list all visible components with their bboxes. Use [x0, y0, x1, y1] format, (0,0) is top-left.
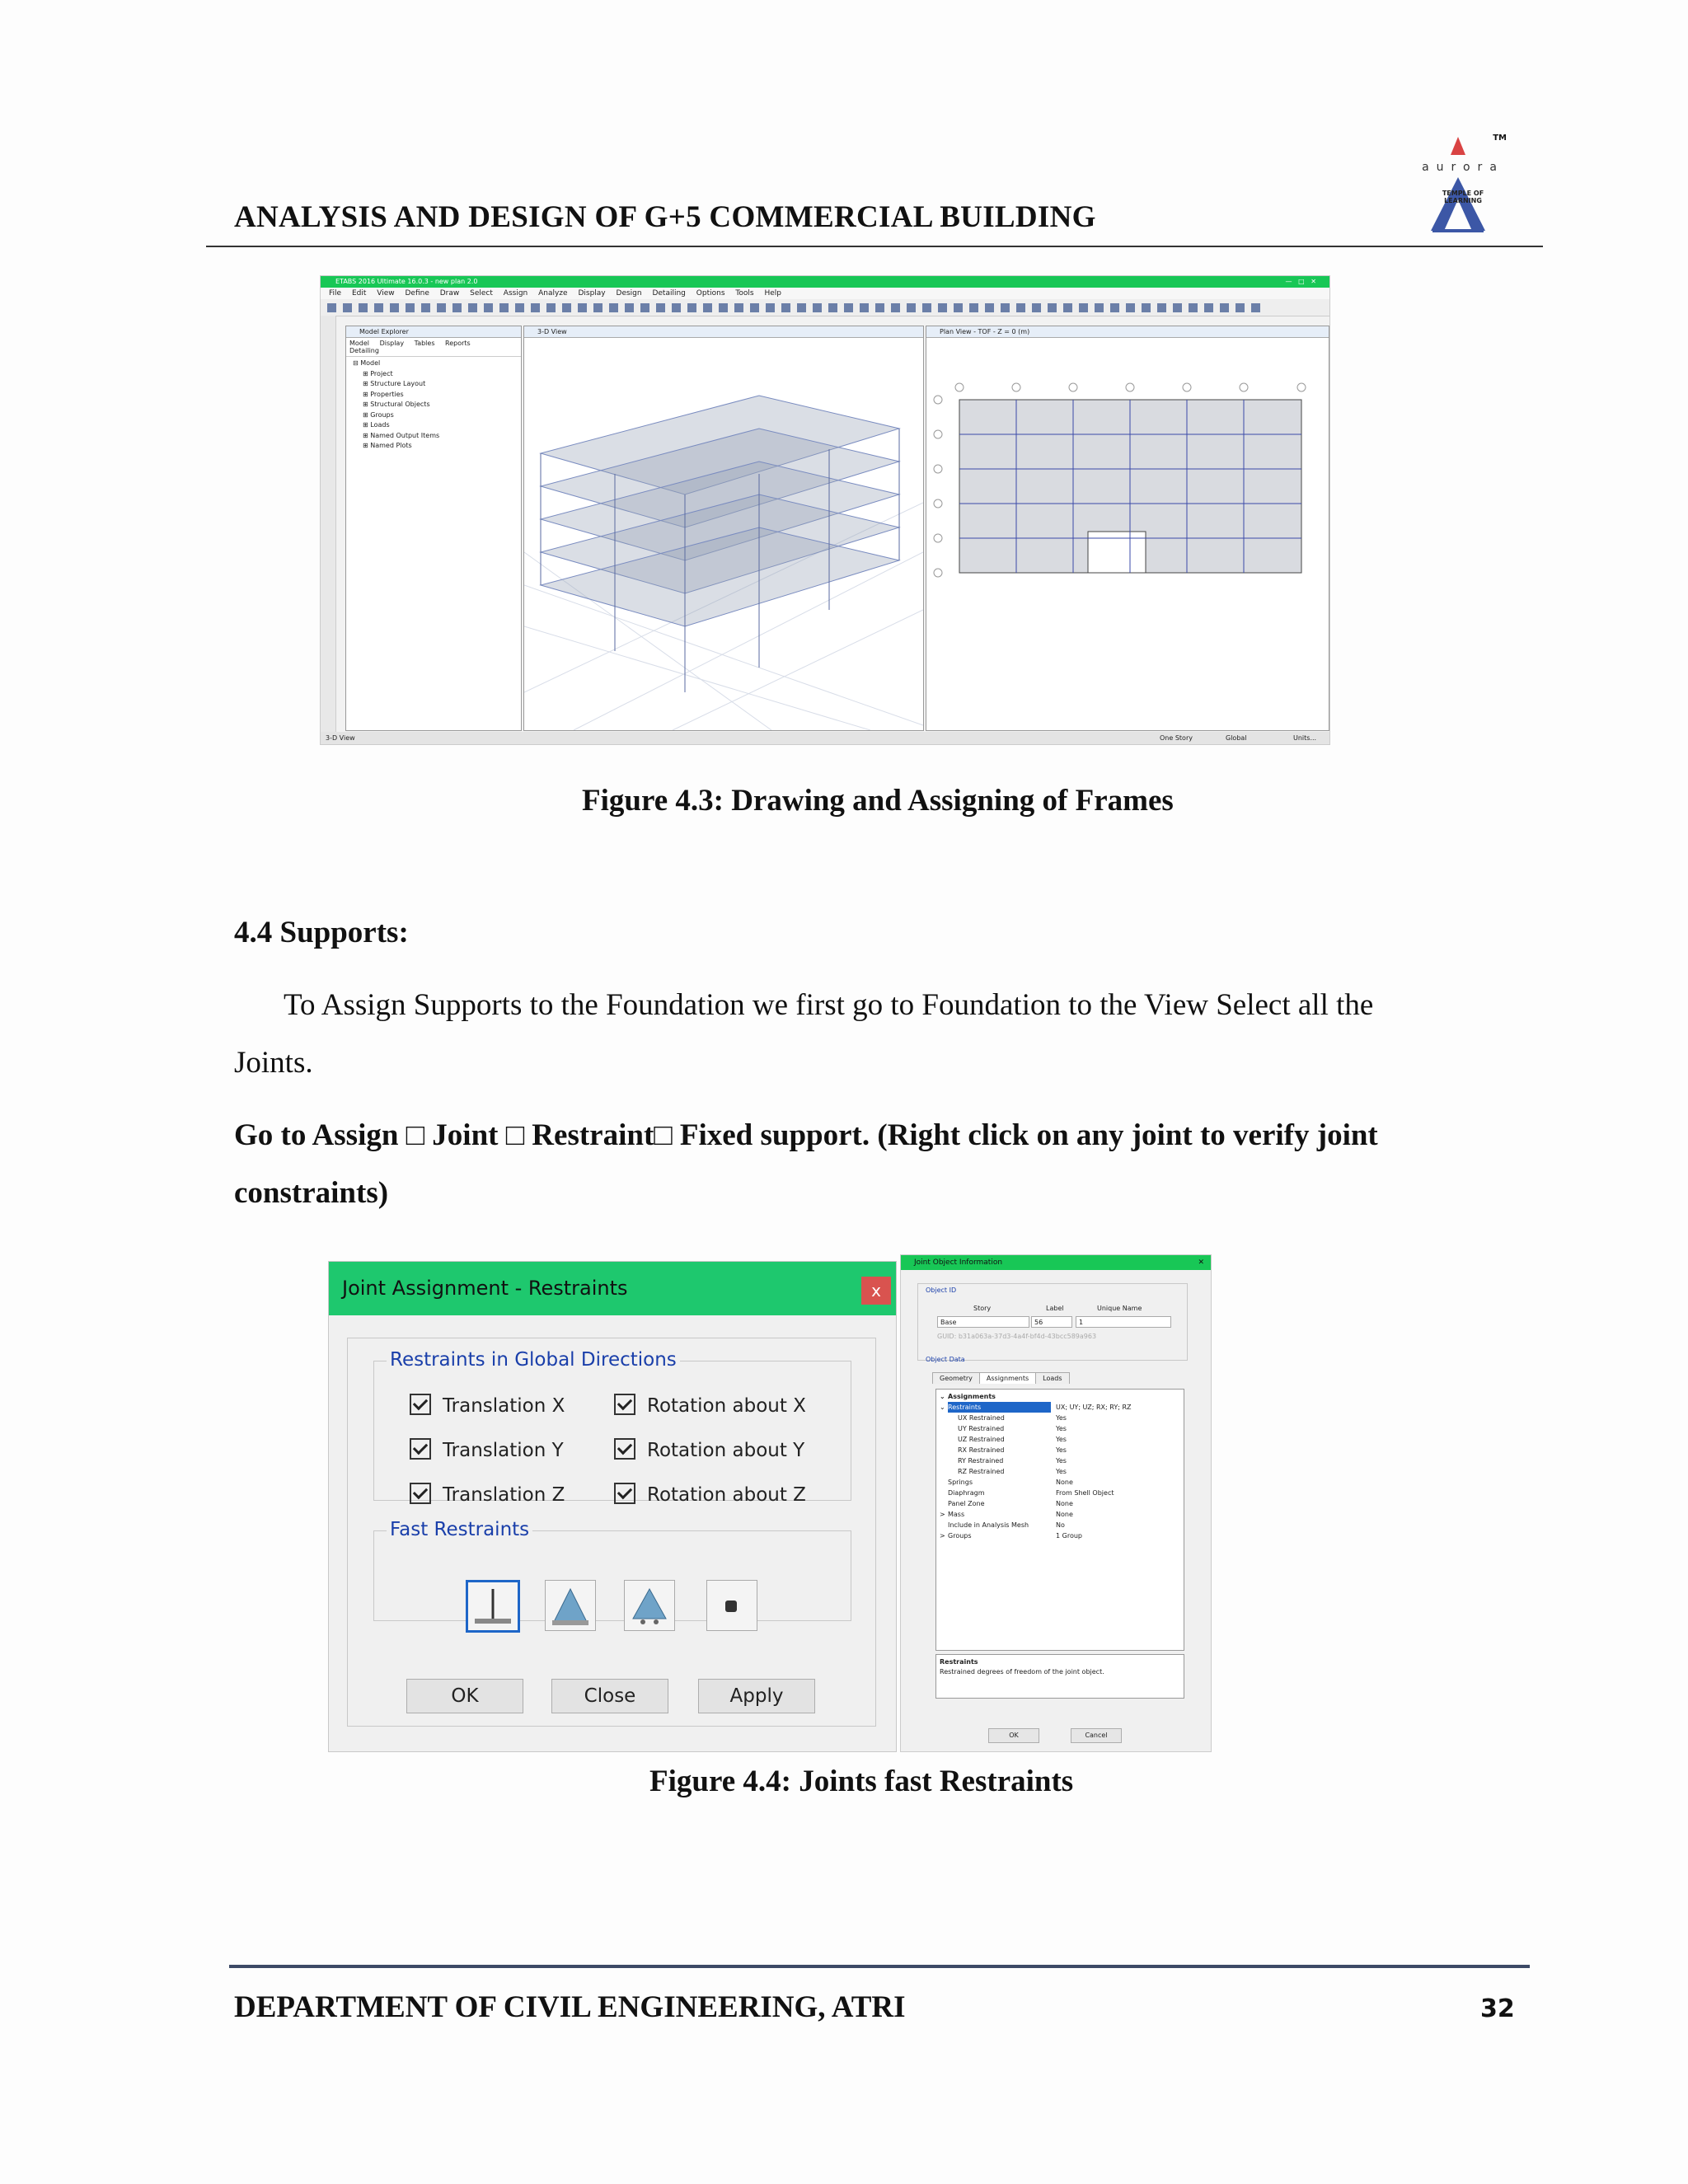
tree-item: ⊞ Named Output Items	[363, 431, 440, 439]
translation-z-checkbox[interactable]: Translation Z	[410, 1483, 565, 1506]
close-icon[interactable]: x	[861, 1277, 891, 1305]
object-data-label: Object Data	[926, 1356, 965, 1363]
model-explorer-pane	[345, 326, 522, 731]
tab-geometry[interactable]: Geometry	[932, 1372, 980, 1384]
checkbox-checked-icon	[614, 1394, 635, 1415]
toolbar-button-icon	[656, 303, 665, 312]
etabs-window-title: ETABS 2016 Ultimate 16.0.3 - new plan 2.0	[335, 278, 478, 285]
figure-4-4-caption: Figure 4.4: Joints fast Restraints	[649, 1765, 1074, 1798]
toolbar-button-icon	[578, 303, 587, 312]
aurora-logo	[1416, 132, 1510, 234]
joint-assignment-dialog	[328, 1261, 897, 1752]
toolbar-button-icon	[468, 303, 477, 312]
plan-view-title: Plan View - TOF - Z = 0 (m)	[926, 326, 1329, 338]
document-header-title: ANALYSIS AND DESIGN OF G+5 COMMERCIAL BUILDING	[234, 200, 1096, 234]
toolbar-button-icon	[374, 303, 383, 312]
etabs-toolbar	[321, 299, 1329, 316]
table-row: UZ Restrained Yes	[958, 1436, 1067, 1443]
toolbar-button-icon	[1142, 303, 1151, 312]
dialog-title: Joint Assignment - Restraints	[342, 1277, 628, 1300]
toolbar-button-icon	[1095, 303, 1104, 312]
status-story: One Story	[1160, 734, 1193, 742]
description-title: Restraints	[940, 1658, 978, 1666]
table-row: Diaphragm From Shell Object	[948, 1489, 1114, 1497]
etabs-left-toolbar	[321, 316, 336, 732]
menu-design: Design	[616, 289, 642, 298]
toolbar-button-icon	[452, 303, 462, 312]
explorer-tab-tables: Tables	[414, 340, 435, 347]
close-button[interactable]: Close	[551, 1679, 668, 1713]
toolbar-button-icon	[797, 303, 806, 312]
toolbar-button-icon	[499, 303, 509, 312]
checkbox-checked-icon	[614, 1483, 635, 1504]
toolbar-button-icon	[531, 303, 540, 312]
guid-text: GUID: b31a063a-37d3-4a4f-bf4d-43bcc589a963	[937, 1333, 1097, 1340]
toolbar-button-icon	[922, 303, 931, 312]
toolbar-button-icon	[421, 303, 430, 312]
figure-4-3-caption: Figure 4.3: Drawing and Assigning of Frames	[582, 784, 1174, 818]
toolbar-button-icon	[1110, 303, 1119, 312]
tree-item: ⊞ Properties	[363, 390, 404, 398]
close-icon[interactable]: ✕	[1198, 1258, 1204, 1267]
assignments-property-grid	[935, 1389, 1184, 1651]
status-coord: Global	[1226, 734, 1247, 742]
tree-item: ⊞ Project	[363, 369, 393, 377]
unique-name-field[interactable]: 1	[1076, 1316, 1171, 1328]
col-unique-name: Unique Name	[1097, 1305, 1142, 1312]
etabs-menubar	[321, 288, 1329, 299]
header-rule	[206, 246, 1543, 247]
table-row: UY Restrained Yes	[958, 1425, 1067, 1432]
table-row: > Mass None	[940, 1511, 1073, 1518]
table-row: Include in Analysis Mesh No	[948, 1521, 1065, 1529]
menu-define: Define	[405, 289, 429, 298]
toolbar-button-icon	[766, 303, 775, 312]
toolbar-button-icon	[969, 303, 978, 312]
page-number: 32	[1480, 1994, 1515, 2023]
object-id-label: Object ID	[926, 1286, 957, 1294]
rotation-y-checkbox[interactable]: Rotation about Y	[614, 1438, 804, 1461]
toolbar-button-icon	[1204, 303, 1213, 312]
toolbar-button-icon	[359, 303, 368, 312]
checkbox-checked-icon	[614, 1438, 635, 1460]
toolbar-button-icon	[781, 303, 790, 312]
toolbar-button-icon	[672, 303, 681, 312]
pinned-support-button[interactable]	[545, 1580, 596, 1631]
tree-item: ⊞ Structural Objects	[363, 401, 430, 408]
fast-restraints-label: Fast Restraints	[387, 1519, 532, 1540]
menu-file: File	[329, 289, 342, 298]
menu-detailing: Detailing	[652, 289, 686, 298]
toolbar-button-icon	[625, 303, 634, 312]
toolbar-button-icon	[390, 303, 399, 312]
toolbar-button-icon	[719, 303, 728, 312]
checkbox-checked-icon	[410, 1483, 431, 1504]
toolbar-button-icon	[562, 303, 571, 312]
menu-draw: Draw	[439, 289, 460, 298]
toolbar-button-icon	[484, 303, 493, 312]
global-restraints-group	[373, 1361, 851, 1501]
menu-help: Help	[764, 289, 781, 298]
paragraph-2: Go to Assign □ Joint □ Restraint□ Fixed support. (Right click on any joint to verify joint	[234, 1118, 1378, 1152]
etabs-statusbar	[321, 732, 1329, 744]
plan-view-pane	[926, 326, 1329, 731]
explorer-tab-model: Model	[349, 340, 370, 347]
toolbar-button-icon	[687, 303, 696, 312]
toolbar-button-icon	[1173, 303, 1182, 312]
toolbar-button-icon	[1032, 303, 1041, 312]
footer-rule	[229, 1965, 1530, 1968]
joint-info-title: Joint Object Information	[914, 1258, 1003, 1267]
toolbar-button-icon	[343, 303, 352, 312]
toolbar-button-icon	[954, 303, 963, 312]
menu-options: Options	[696, 289, 725, 298]
toolbar-button-icon	[875, 303, 884, 312]
menu-view: View	[377, 289, 395, 298]
toolbar-button-icon	[327, 303, 336, 312]
dialog-titlebar	[329, 1262, 896, 1315]
paragraph-1-continued: Joints.	[234, 1046, 313, 1080]
translation-y-checkbox[interactable]: Translation Y	[410, 1438, 564, 1461]
footer-department: DEPARTMENT OF CIVIL ENGINEERING, ATRI	[234, 1990, 906, 2024]
rotation-z-checkbox[interactable]: Rotation about Z	[614, 1483, 806, 1506]
description-text: Restrained degrees of freedom of the joint object.	[940, 1668, 1104, 1675]
toolbar-button-icon	[860, 303, 869, 312]
ok-button[interactable]: OK	[406, 1679, 523, 1713]
etabs-screenshot	[320, 275, 1330, 745]
table-row: RX Restrained Yes	[958, 1446, 1067, 1454]
paragraph-1: To Assign Supports to the Foundation we first go to Foundation to the View Select all the	[284, 988, 1374, 1022]
rotation-x-checkbox[interactable]: Rotation about X	[614, 1394, 806, 1417]
toolbar-icons	[321, 299, 1329, 316]
toolbar-button-icon	[734, 303, 743, 312]
plan-grid-drawing	[926, 338, 1329, 730]
tree-item: ⊟ Model	[353, 359, 381, 367]
toolbar-button-icon	[813, 303, 822, 312]
fixed-support-button[interactable]	[466, 1580, 520, 1633]
info-ok-button[interactable]: OK	[988, 1728, 1039, 1743]
col-label: Label	[1046, 1305, 1064, 1312]
explorer-tab-reports: Reports	[445, 340, 471, 347]
toolbar-button-icon	[593, 303, 603, 312]
joint-info-titlebar	[901, 1255, 1211, 1270]
toolbar-button-icon	[640, 303, 649, 312]
toolbar-button-icon	[985, 303, 994, 312]
tree-item: ⊞ Loads	[363, 421, 390, 429]
menu-assign: Assign	[503, 289, 528, 298]
section-heading: 4.4 Supports:	[234, 916, 409, 949]
property-description-box	[935, 1654, 1184, 1699]
toolbar-button-icon	[1220, 303, 1229, 312]
checkbox-checked-icon	[410, 1394, 431, 1415]
roller-support-icon	[625, 1581, 674, 1630]
toolbar-button-icon	[1236, 303, 1245, 312]
toolbar-button-icon	[844, 303, 853, 312]
table-row: > Groups 1 Group	[940, 1532, 1082, 1540]
logo-tagline: TEMPLE OF LEARNING	[1442, 190, 1484, 204]
logo-trademark: TM	[1493, 134, 1507, 143]
toolbar-button-icon	[437, 303, 446, 312]
toolbar-button-icon	[515, 303, 524, 312]
joint-object-info-window	[900, 1254, 1212, 1752]
toolbar-button-icon	[1016, 303, 1025, 312]
table-row: Panel Zone None	[948, 1500, 1073, 1507]
tab-loads[interactable]: Loads	[1035, 1372, 1069, 1384]
toolbar-button-icon	[1126, 303, 1135, 312]
free-joint-button[interactable]	[706, 1580, 757, 1631]
menu-tools: Tools	[735, 289, 754, 298]
explorer-tab-display: Display	[379, 340, 405, 347]
toolbar-button-icon	[1189, 303, 1198, 312]
tree-item: ⊞ Named Plots	[363, 442, 412, 449]
translation-x-checkbox[interactable]: Translation X	[410, 1394, 565, 1417]
toolbar-button-icon	[1001, 303, 1010, 312]
table-row: ⌄ Assignments	[940, 1393, 996, 1400]
global-restraints-label: Restraints in Global Directions	[387, 1349, 680, 1371]
table-row: RY Restrained Yes	[958, 1457, 1067, 1465]
toolbar-button-icon	[1063, 303, 1072, 312]
checkbox-checked-icon	[410, 1438, 431, 1460]
toolbar-button-icon	[750, 303, 759, 312]
toolbar-button-icon	[828, 303, 837, 312]
toolbar-button-icon	[406, 303, 415, 312]
model-tree	[346, 357, 521, 452]
story-field[interactable]: Base	[937, 1316, 1029, 1328]
tab-assignments[interactable]: Assignments	[979, 1372, 1036, 1384]
joint-info-tabs	[932, 1372, 1069, 1384]
fast-restraints-group	[373, 1530, 851, 1621]
table-row: RZ Restrained Yes	[958, 1468, 1067, 1475]
model-explorer-title: Model Explorer	[346, 326, 521, 338]
window-controls-icon: — □ ✕	[1285, 278, 1316, 285]
menu-analyze: Analyze	[538, 289, 568, 298]
table-row: Springs None	[948, 1479, 1073, 1486]
roller-support-button[interactable]	[624, 1580, 675, 1631]
toolbar-button-icon	[703, 303, 712, 312]
paragraph-2-continued: constraints)	[234, 1176, 389, 1210]
toolbar-button-icon	[1079, 303, 1088, 312]
info-cancel-button[interactable]: Cancel	[1071, 1728, 1122, 1743]
tree-item: ⊞ Structure Layout	[363, 380, 426, 387]
toolbar-button-icon	[1251, 303, 1260, 312]
pinned-support-icon	[546, 1581, 595, 1630]
free-joint-icon	[707, 1581, 757, 1630]
fixed-support-icon	[468, 1582, 518, 1630]
toolbar-button-icon	[907, 303, 916, 312]
toolbar-button-icon	[546, 303, 556, 312]
col-story: Story	[973, 1305, 992, 1312]
status-view: 3-D View	[326, 734, 355, 742]
etabs-titlebar	[321, 276, 1329, 288]
model-explorer-tabs	[346, 338, 521, 357]
table-row: UX Restrained Yes	[958, 1414, 1067, 1422]
menu-edit: Edit	[351, 289, 367, 298]
toolbar-button-icon	[609, 303, 618, 312]
aurora-logo-icon	[1416, 132, 1510, 234]
toolbar-button-icon	[891, 303, 900, 312]
toolbar-button-icon	[938, 303, 947, 312]
tree-item: ⊞ Groups	[363, 410, 394, 419]
menu-display: Display	[578, 289, 606, 298]
toolbar-button-icon	[1157, 303, 1166, 312]
building-3d-model	[524, 338, 923, 730]
table-row[interactable]: ⌄ Restraints UX; UY; UZ; RX; RY; RZ	[940, 1404, 1132, 1411]
view-3d-title: 3-D View	[524, 326, 923, 338]
label-field[interactable]: 56	[1031, 1316, 1072, 1328]
explorer-tab-detailing: Detailing	[349, 347, 379, 354]
logo-brand: aurora	[1422, 161, 1504, 174]
apply-button[interactable]: Apply	[698, 1679, 815, 1713]
toolbar-button-icon	[1048, 303, 1057, 312]
menu-select: Select	[470, 289, 493, 298]
view-3d-pane	[523, 326, 924, 731]
status-units: Units...	[1293, 734, 1317, 742]
